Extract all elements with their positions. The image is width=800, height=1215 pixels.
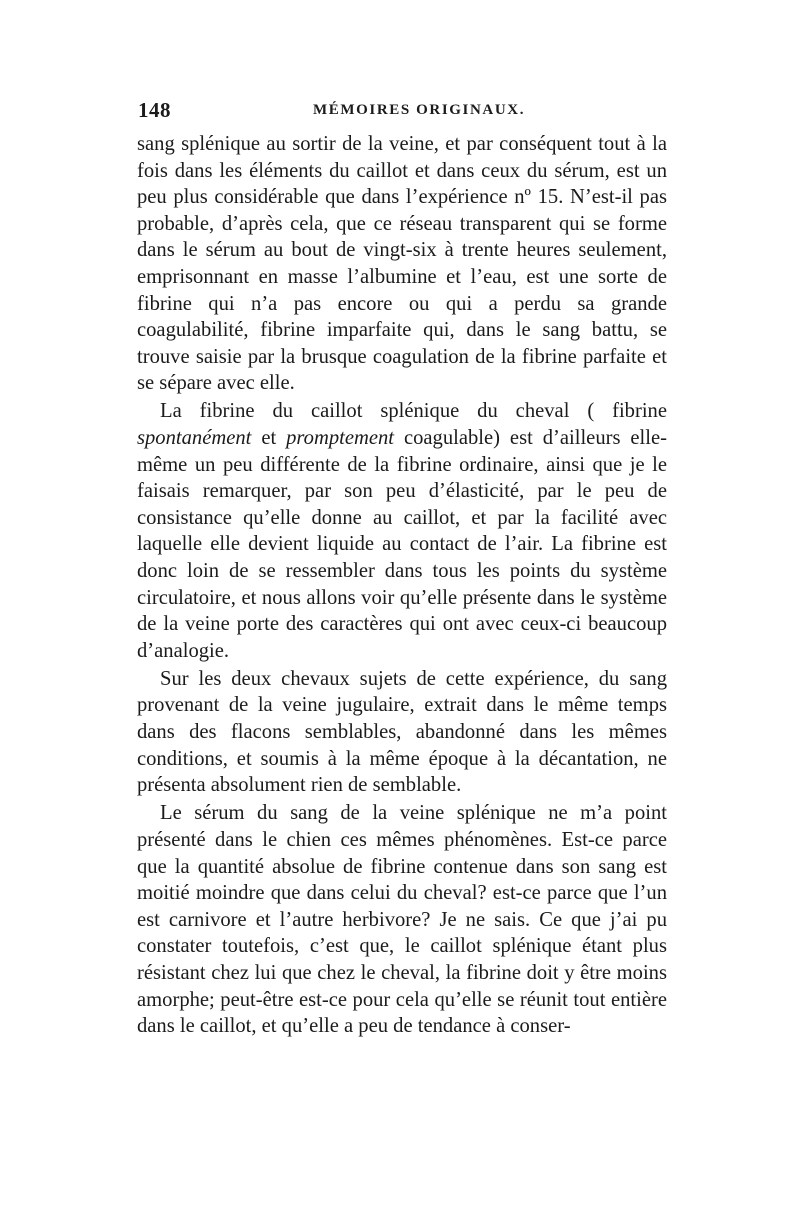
paragraph-3: Sur les deux chevaux sujets de cette expérience, du sang provenant de la veine jugulaire, extrait dans le même temps dans des flacons semblables, abandonné dans les mêmes conditions, et soumis à la même époque à la décantation, ne présenta absolument rien de semblable. <box>137 667 667 797</box>
paragraph-1: sang splénique au sortir de la veine, et par conséquent tout à la fois dans les éléments du caillot et dans ceux du sérum, est un peu plus considérable que dans l’expérience nº 15. N’est-il pas probable, d’après cela, que ce réseau transparent qui se forme dans le sérum au bout de vingt-six à trente heures seulement, emprisonnant en masse l’albumine et l’eau, est une sorte de fibrine qui n’a pas encore ou qui a perdu sa grande coagulabilité, fibrine imparfaite qui, dans le sang battu, se trouve saisie par la brusque coagulation de la fibrine parfaite et se sépare avec elle. <box>137 133 667 395</box>
paragraph-4: Le sérum du sang de la veine splénique ne m’a point présenté dans le chien ces mêmes phénomènes. Est-ce parce que la quantité absolue de fibrine contenue dans son sang est moitié moindre que dans celui du cheval? est-ce parce que l’un est carnivore et l’autre herbivore? Je ne sais. Ce que j’ai pu constater toutefois, c’est que, le caillot splénique étant plus résistant chez lui que chez le cheval, la fibrine doit y être moins amorphe; peut-être est-ce pour cela qu’elle se réunit tout entière dans le caillot, et qu’elle a peu de tendance à conser- <box>137 802 667 1038</box>
paragraph-2-text-after: coagulable) est d’ailleurs elle-même un peu différente de la fibrine ordinaire, ainsi que je le faisais remarquer, par son peu d’élasticité, par le peu de consistance qu’elle donne au caillot, et par la facilité avec laquelle elle devient liquide au contact de l’air. La fibrine est donc loin de se ressembler dans tous les points du système circulatoire, et nous allons voir qu’elle présente dans le système de la veine porte des caractères qui ont avec ceux-ci beaucoup d’analogie. <box>137 427 667 662</box>
page-header <box>138 98 668 128</box>
running-title: MÉMOIRES ORIGINAUX. <box>313 102 526 118</box>
italic-promptement: promptement <box>286 427 395 450</box>
paragraph-2-text-before: La fibrine du caillot splénique du cheval ( fibrine <box>160 400 667 423</box>
body-text <box>137 131 667 1040</box>
paragraph-2-text-middle: et <box>251 427 287 450</box>
paragraph-2 <box>137 398 667 664</box>
italic-spontanement: spontanément <box>137 427 252 450</box>
page-number: 148 <box>138 98 171 122</box>
